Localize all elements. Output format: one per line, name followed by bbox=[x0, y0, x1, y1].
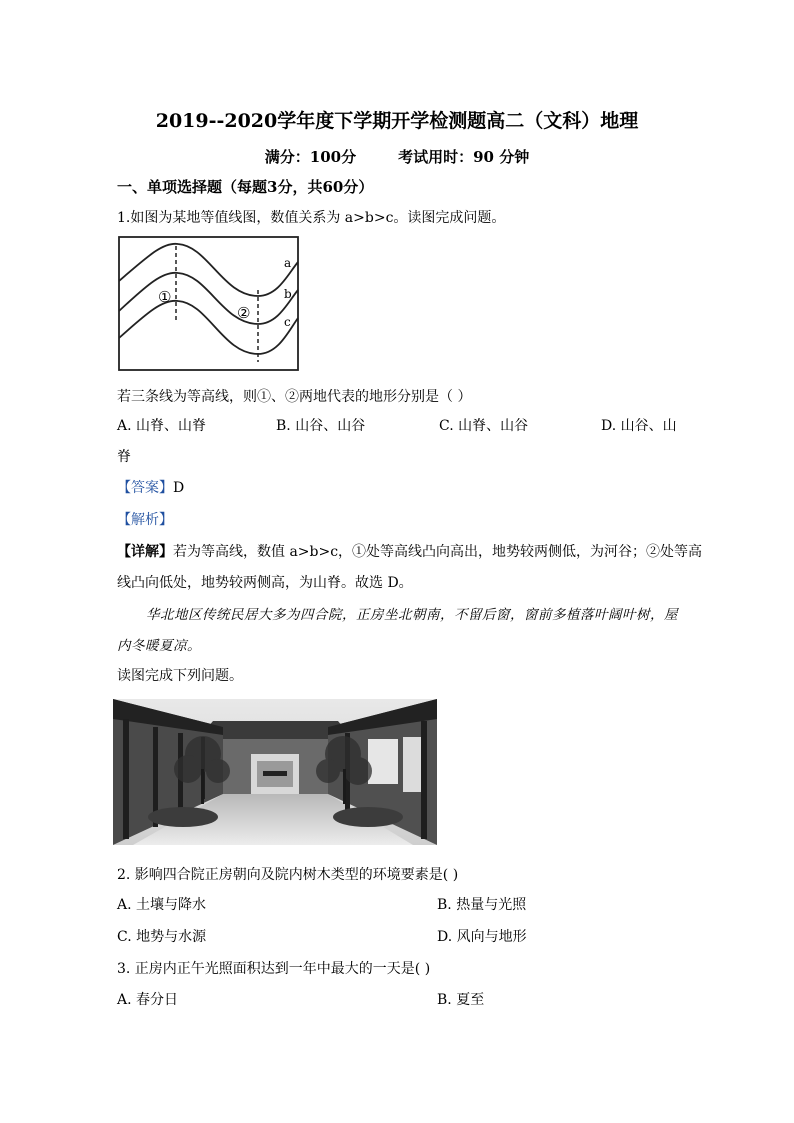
q2-stem: 2. 影响四合院正房朝向及院内树木类型的环境要素是( ) bbox=[117, 867, 459, 883]
label-c: c bbox=[284, 315, 291, 329]
q2-option-c: C. 地势与水源 bbox=[117, 929, 207, 945]
q1-option-d: D. 山谷、山 bbox=[601, 418, 677, 434]
detail-tag: 【详解】 bbox=[117, 544, 173, 560]
q2-option-a: A. 土壤与降水 bbox=[117, 897, 207, 913]
section-heading: 一、单项选择题（每题3分，共60分） bbox=[117, 178, 374, 196]
exam-info bbox=[0, 146, 794, 167]
passage-line-1: 华北地区传统民居大多为四合院，正房坐北朝南，不留后窗，窗前多植落叶阔叶树，屋 bbox=[146, 607, 678, 623]
q1-option-a: A. 山脊、山脊 bbox=[117, 418, 207, 434]
q1-option-d-wrap: 脊 bbox=[117, 449, 131, 465]
q1-option-b: B. 山谷、山谷 bbox=[276, 418, 366, 434]
passage-line-2: 内冬暖夏凉。 bbox=[117, 638, 201, 654]
full-score: 满分：100分 bbox=[264, 148, 357, 166]
detail-line-1: 【详解】若为等高线，数值 a>b>c，①处等高线凸向高出，地势较两侧低，为河谷；②处等高 bbox=[117, 544, 703, 560]
answer-value: D bbox=[173, 480, 185, 496]
courtyard-photo bbox=[113, 699, 437, 845]
q1-option-c: C. 山脊、山谷 bbox=[439, 418, 529, 434]
answer-tag: 【答案】 bbox=[117, 480, 173, 496]
q3-option-b: B. 夏至 bbox=[437, 992, 485, 1008]
label-b: b bbox=[284, 287, 292, 301]
analysis-tag: 【解析】 bbox=[117, 512, 173, 528]
q2-option-b: B. 热量与光照 bbox=[437, 897, 527, 913]
q1-question: 若三条线为等高线，则①、②两地代表的地形分别是（ ） bbox=[117, 389, 472, 405]
q3-option-a: A. 春分日 bbox=[117, 992, 179, 1008]
label-a: a bbox=[284, 256, 292, 270]
detail-line-2: 线凸向低处，地势较两侧高，为山脊。故选 D。 bbox=[117, 575, 413, 591]
marker-2: ② bbox=[237, 304, 251, 322]
marker-1: ① bbox=[158, 288, 172, 306]
page-title: 2019--2020学年度下学期开学检测题高二（文科）地理 bbox=[155, 110, 639, 132]
exam-time: 考试用时：90 分钟 bbox=[398, 148, 530, 166]
q1-stem: 1.如图为某地等值线图，数值关系为 a>b>c。读图完成问题。 bbox=[117, 210, 506, 226]
q2-option-d: D. 风向与地形 bbox=[437, 929, 527, 945]
contour-figure bbox=[118, 236, 300, 372]
answer-line bbox=[117, 477, 184, 497]
passage-instruction: 读图完成下列问题。 bbox=[117, 668, 243, 684]
q3-stem: 3. 正房内正午光照面积达到一年中最大的一天是( ) bbox=[117, 961, 431, 977]
